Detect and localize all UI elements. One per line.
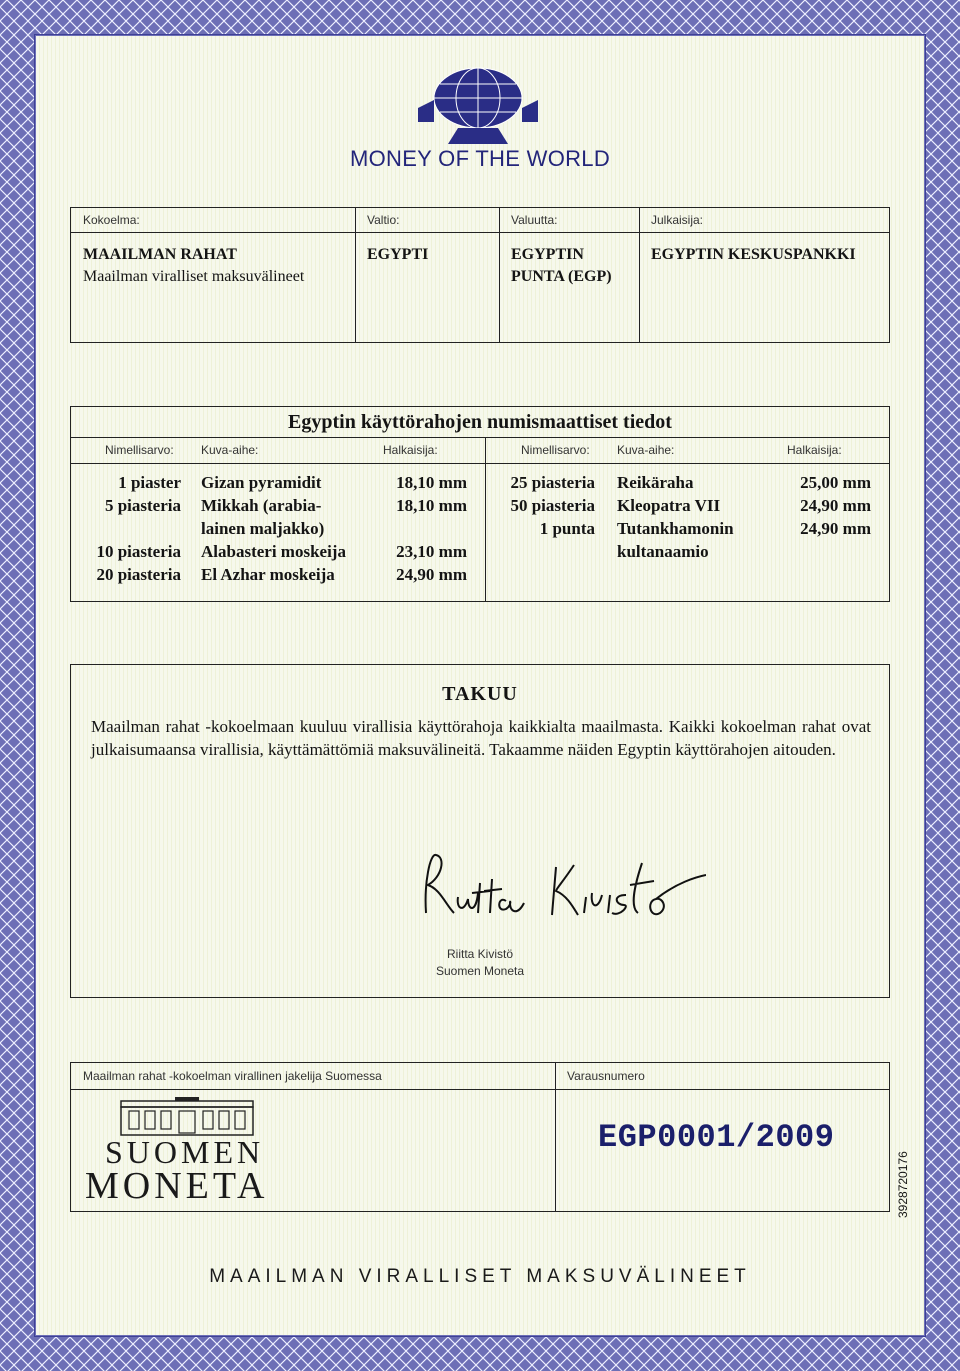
building-icon bbox=[119, 1097, 255, 1137]
divider bbox=[555, 1063, 556, 1211]
issuer-value: EGYPTIN KESKUSPANKKI bbox=[651, 246, 856, 263]
coin-diameter: 24,90 mm bbox=[396, 565, 467, 584]
coin-motif: Reikäraha bbox=[617, 473, 694, 492]
coin-motif: Gizan pyramidit bbox=[201, 473, 322, 492]
signer-name: Riitta Kivistö bbox=[446, 947, 514, 961]
coin-motif: Tutankhamonin bbox=[617, 519, 734, 538]
state-label: Valtio: bbox=[367, 213, 400, 227]
currency-label: Valuutta: bbox=[511, 213, 558, 227]
divider bbox=[71, 1089, 889, 1090]
signer-org: Suomen Moneta bbox=[435, 964, 525, 978]
signature bbox=[406, 843, 706, 943]
coin-motif: lainen maljakko) bbox=[201, 519, 325, 538]
coin-nominal: 5 piasteria bbox=[104, 496, 181, 515]
coin-motif: Kleopatra VII bbox=[617, 496, 721, 515]
state-value: EGYPTI bbox=[367, 246, 429, 263]
reservation-label: Varausnumero bbox=[567, 1069, 645, 1083]
slogan: MAAILMAN VIRALLISET MAKSUVÄLINEET bbox=[209, 1266, 751, 1287]
collection-label: Kokoelma: bbox=[83, 213, 140, 227]
currency-line1: EGYPTIN bbox=[511, 246, 584, 263]
collection-info-box bbox=[70, 207, 890, 343]
collection-subtitle: Maailman viralliset maksuvälineet bbox=[83, 268, 305, 285]
coin-diameter: 18,10 mm bbox=[396, 473, 467, 492]
diameter-header: Halkaisija: bbox=[787, 443, 842, 457]
coin-nominal: 50 piasteria bbox=[510, 496, 595, 515]
guarantee-title: TAKUU bbox=[442, 683, 518, 705]
coin-motif: Mikkah (arabia- bbox=[201, 496, 322, 515]
coin-table bbox=[70, 406, 890, 602]
coin-diameter: 24,90 mm bbox=[800, 496, 871, 515]
reservation-number: EGP0001/2009 bbox=[598, 1119, 835, 1156]
coin-diameter: 24,90 mm bbox=[800, 519, 871, 538]
motif-header: Kuva-aihe: bbox=[201, 443, 259, 457]
coin-motif: Alabasteri moskeija bbox=[201, 542, 346, 561]
divider bbox=[71, 463, 889, 464]
coin-nominal: 10 piasteria bbox=[96, 542, 181, 561]
guarantee-box bbox=[70, 664, 890, 998]
coin-diameter: 18,10 mm bbox=[396, 496, 467, 515]
distributor-label: Maailman rahat -kokoelman virallinen jakelija Suomessa bbox=[83, 1069, 382, 1083]
coin-nominal: 20 piasteria bbox=[96, 565, 181, 584]
coin-nominal: 1 piaster bbox=[118, 473, 181, 492]
distributor-box bbox=[70, 1062, 890, 1212]
divider bbox=[639, 208, 640, 342]
nominal-header: Nimellisarvo: bbox=[105, 443, 174, 457]
collection-value bbox=[83, 244, 304, 288]
coin-diameter: 23,10 mm bbox=[396, 542, 467, 561]
coin-motif: kultanaamio bbox=[617, 542, 709, 561]
motif-header: Kuva-aihe: bbox=[617, 443, 675, 457]
divider bbox=[499, 208, 500, 342]
moneta-line1: SUOMEN bbox=[105, 1134, 265, 1170]
divider bbox=[71, 437, 889, 438]
coin-table-title: Egyptin käyttörahojen numismaattiset tiedot bbox=[288, 411, 672, 433]
currency-line2: PUNTA (EGP) bbox=[511, 268, 612, 285]
coin-diameter: 25,00 mm bbox=[800, 473, 871, 492]
issuer-label: Julkaisija: bbox=[651, 213, 704, 227]
divider bbox=[355, 208, 356, 342]
diameter-header: Halkaisija: bbox=[383, 443, 438, 457]
coin-motif: El Azhar moskeija bbox=[201, 565, 335, 584]
guarantee-text: Maailman rahat -kokoelmaan kuuluu virallisia käyttörahoja kaikkialta maailmasta. Kaikki kokoelman rahat ovat julkaisumaansa virallisia, käyttämättömiä maksuvälineitä. Takaamme näiden Egyptin käyttörahojen aitouden. bbox=[91, 717, 871, 759]
divider bbox=[71, 232, 889, 233]
currency-value bbox=[511, 244, 612, 288]
brand-title: MONEY OF THE WORLD bbox=[349, 146, 611, 171]
moneta-line2: MONETA bbox=[85, 1165, 269, 1207]
coin-nominal: 1 punta bbox=[539, 519, 595, 538]
nominal-header: Nimellisarvo: bbox=[521, 443, 590, 457]
globe-icon bbox=[412, 64, 544, 146]
coin-nominal: 25 piasteria bbox=[510, 473, 595, 492]
collection-name: MAAILMAN RAHAT bbox=[83, 246, 237, 263]
